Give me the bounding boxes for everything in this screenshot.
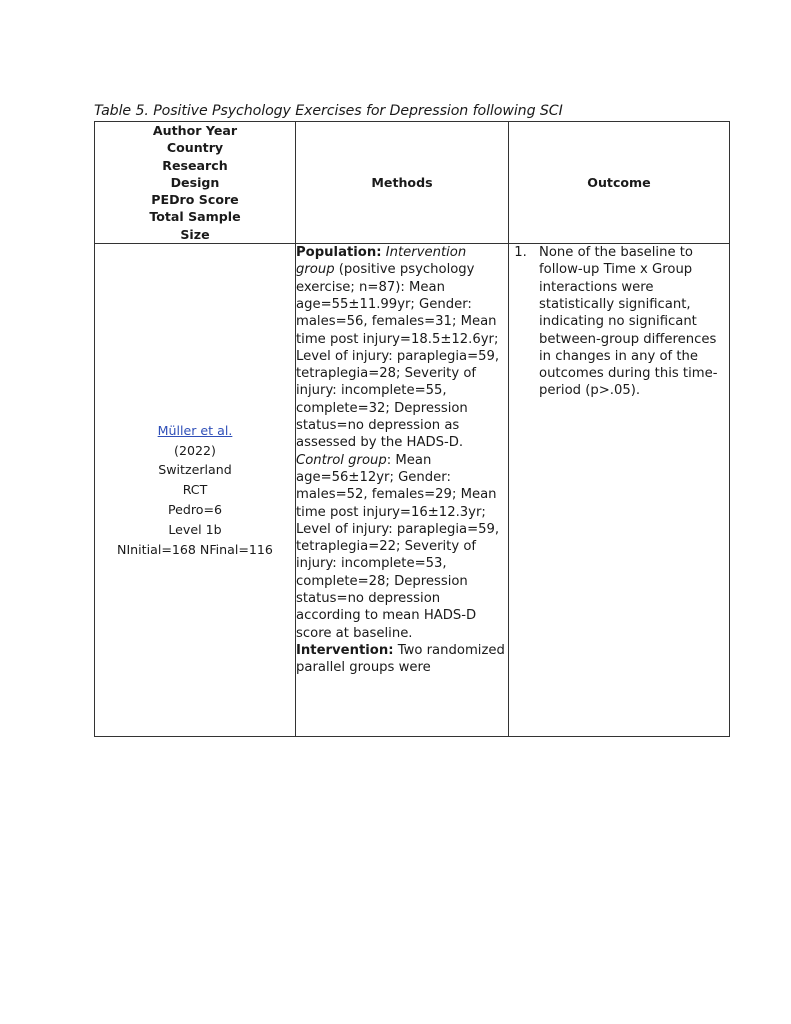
outcome-item: 1. None of the baseline to follow-up Time x Group interactions were statistically significant, indicating no significant between-group differences in changes in any of the outcomes during this time- period (p>.05). (531, 244, 729, 400)
header-line: Size (180, 226, 210, 242)
author-link[interactable]: Müller et al. (157, 422, 233, 438)
header-outcome: Outcome (509, 122, 730, 244)
study-design: RCT (182, 482, 208, 498)
header-line: Country (166, 140, 224, 156)
population-label: Population: (296, 245, 382, 261)
header-line: Author Year (152, 123, 238, 138)
intervention-group-label: Intervention group (296, 245, 467, 278)
study-sample-size: NInitial=168 NFinal=116 (117, 541, 273, 557)
study-evidence-level: Level 1b (168, 521, 222, 537)
header-line: Total Sample (149, 209, 241, 225)
intervention-text: Two randomized parallel groups were (296, 642, 505, 676)
evidence-table (94, 121, 730, 737)
outcome-cell (509, 244, 730, 737)
control-group-label: Control group (296, 452, 387, 468)
table-row (95, 244, 730, 737)
table-header-row (95, 122, 730, 244)
header-study-details (95, 122, 296, 244)
methods-text (296, 244, 508, 676)
study-country: Switzerland (158, 462, 232, 478)
outcome-list (509, 244, 729, 400)
table-caption: Table 5. Positive Psychology Exercises for Depression following SCI (94, 103, 563, 119)
intervention-label: Intervention: (296, 642, 394, 658)
header-methods: Methods (296, 122, 509, 244)
header-line: Research (162, 157, 228, 173)
study-cell (95, 244, 296, 737)
intervention-group-text: (positive psychology exercise; n=87): Mean age=55±11.99yr; Gender: males=56, females=31; Mean time post injury=18.5±12.6yr; Level of injury: paraplegia=59, tetraplegia=28; Severity of injury: incomplete=55, complete=32; Depression status=no depression as assessed by the HADS-D. (296, 262, 500, 451)
control-group-text: : Mean age=56±12yr; Gender: males=52, females=29; Mean time post injury=16±12.3yr; Level of injury: paraplegia=59, tetraplegia=22; Severity of injury: incomplete=53, complete=28; Depression status=no depression according to mean HADS-D score at baseline. (296, 452, 500, 641)
header-line: Design (170, 174, 220, 190)
study-year: (2022) (174, 442, 216, 458)
study-pedro-score: Pedro=6 (167, 501, 223, 517)
header-line: PEDro Score (151, 192, 239, 208)
methods-cell (296, 244, 509, 737)
